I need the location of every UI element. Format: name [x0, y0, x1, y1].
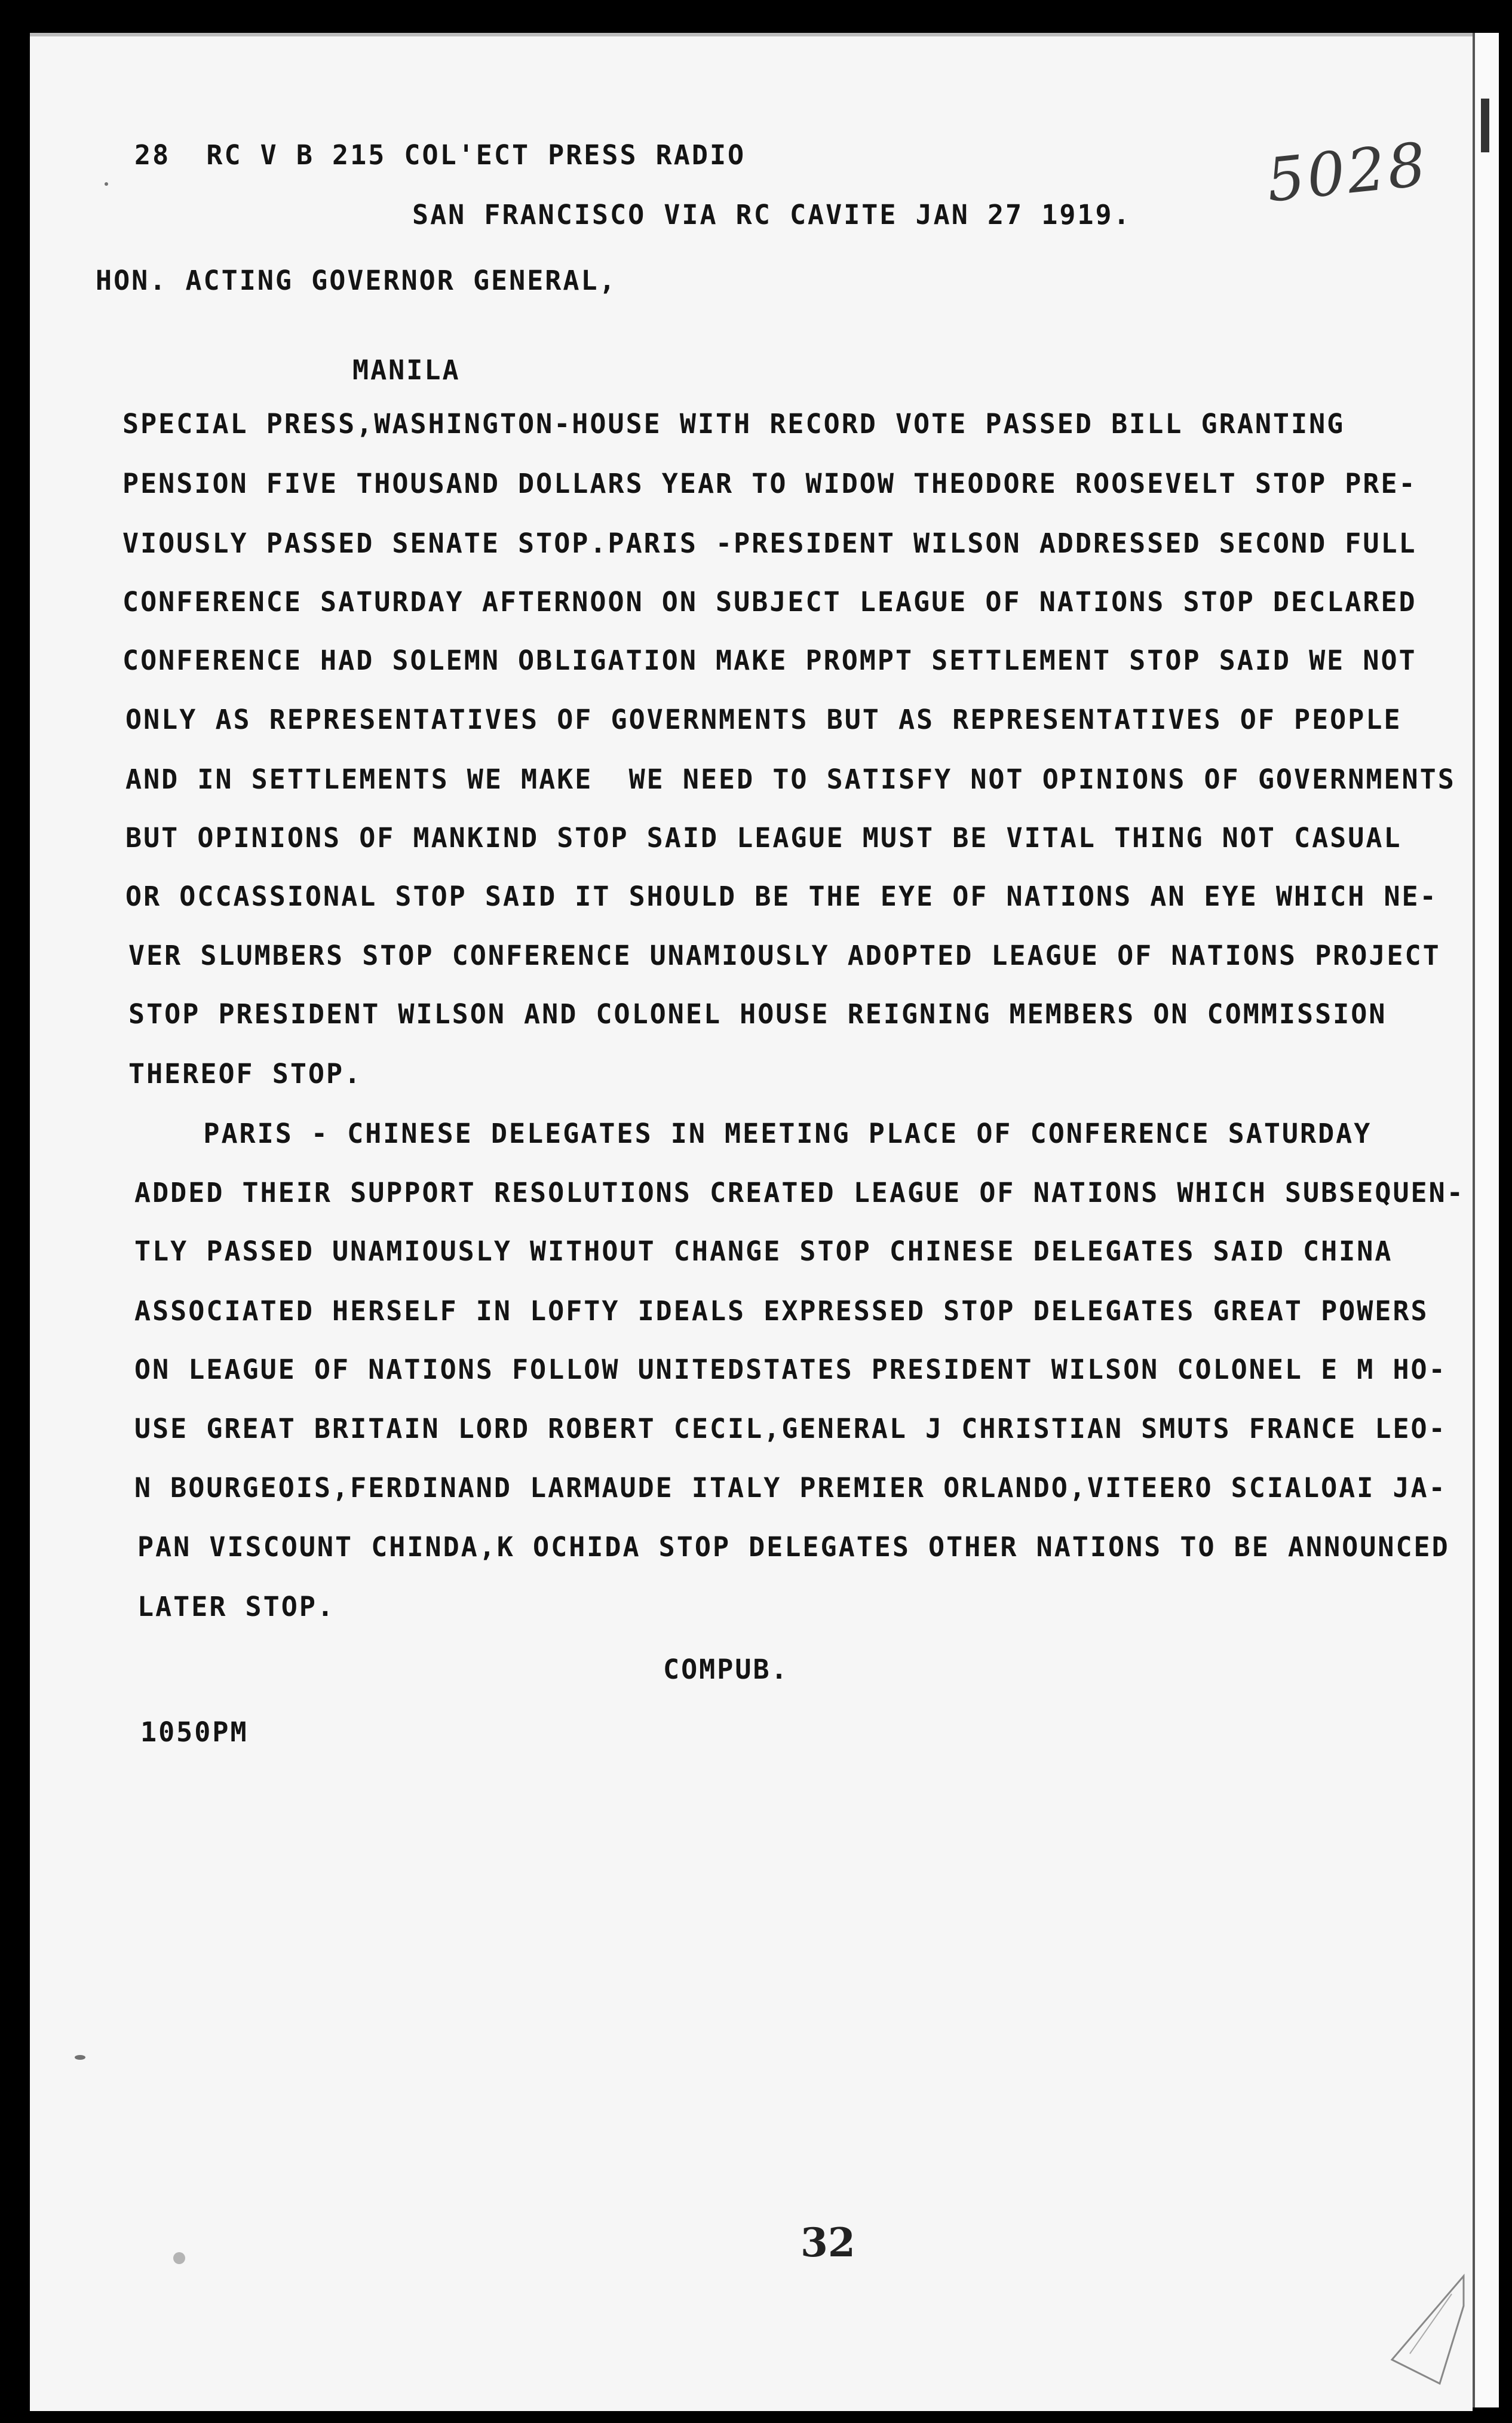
body-line: BUT OPINIONS OF MANKIND STOP SAID LEAGUE MUST BE VITAL THING NOT CASUAL	[125, 822, 1402, 854]
scan-mark	[173, 2252, 185, 2264]
handwritten-file-number: 5028	[1263, 129, 1431, 216]
body-line: CONFERENCE HAD SOLEMN OBLIGATION MAKE PROMPT SETTLEMENT STOP SAID WE NOT	[122, 645, 1417, 676]
page-corner-fold	[1374, 2270, 1470, 2390]
body-line: THEREOF STOP.	[128, 1058, 363, 1090]
body-line: PAN VISCOUNT CHINDA,K OCHIDA STOP DELEGATES OTHER NATIONS TO BE ANNOUNCED	[137, 1531, 1450, 1563]
scan-mark	[75, 2055, 85, 2060]
body-line: VIOUSLY PASSED SENATE STOP.PARIS -PRESIDENT WILSON ADDRESSED SECOND FULL	[122, 527, 1417, 559]
body-line: SPECIAL PRESS,WASHINGTON-HOUSE WITH RECORD VOTE PASSED BILL GRANTING	[122, 408, 1345, 440]
addressee: HON. ACTING GOVERNOR GENERAL,	[96, 265, 617, 296]
scan-mark	[105, 182, 108, 186]
body-line: LATER STOP.	[137, 1591, 336, 1623]
body-line: VER SLUMBERS STOP CONFERENCE UNAMIOUSLY ADOPTED LEAGUE OF NATIONS PROJECT	[128, 940, 1441, 971]
body-line: PENSION FIVE THOUSAND DOLLARS YEAR TO WIDOW THEODORE ROOSEVELT STOP PRE-	[122, 468, 1417, 499]
body-line: AND IN SETTLEMENTS WE MAKE WE NEED TO SATISFY NOT OPINIONS OF GOVERNMENTS	[125, 763, 1456, 795]
body-line: ASSOCIATED HERSELF IN LOFTY IDEALS EXPRESSED STOP DELEGATES GREAT POWERS	[134, 1295, 1429, 1327]
page-edge-strip	[1473, 33, 1499, 2407]
signature: COMPUB.	[663, 1654, 789, 1685]
body-line: ONLY AS REPRESENTATIVES OF GOVERNMENTS BUT AS REPRESENTATIVES OF PEOPLE	[125, 704, 1402, 735]
body-line: CONFERENCE SATURDAY AFTERNOON ON SUBJECT LEAGUE OF NATIONS STOP DECLARED	[122, 586, 1417, 618]
body-line: OR OCCASSIONAL STOP SAID IT SHOULD BE THE EYE OF NATIONS AN EYE WHICH NE-	[125, 881, 1438, 912]
body-line: PARIS - CHINESE DELEGATES IN MEETING PLACE OF CONFERENCE SATURDAY	[131, 1118, 1372, 1149]
city: MANILA	[352, 354, 461, 386]
edge-mark	[1481, 99, 1489, 152]
time-stamp: 1050PM	[140, 1716, 249, 1748]
body-line: ADDED THEIR SUPPORT RESOLUTIONS CREATED LEAGUE OF NATIONS WHICH SUBSEQUEN-	[134, 1177, 1465, 1209]
page-number: 32	[801, 2219, 855, 2266]
body-line: ON LEAGUE OF NATIONS FOLLOW UNITEDSTATES PRESIDENT WILSON COLONEL E M HO-	[134, 1354, 1447, 1385]
body-line: STOP PRESIDENT WILSON AND COLONEL HOUSE REIGNING MEMBERS ON COMMISSION	[128, 998, 1387, 1030]
header-line-2: SAN FRANCISCO VIA RC CAVITE JAN 27 1919.	[412, 199, 1131, 231]
body-line: N BOURGEOIS,FERDINAND LARMAUDE ITALY PREMIER ORLANDO,VITEERO SCIALOAI JA-	[134, 1472, 1447, 1504]
telegram-page	[30, 33, 1473, 2411]
body-line: TLY PASSED UNAMIOUSLY WITHOUT CHANGE STOP CHINESE DELEGATES SAID CHINA	[134, 1235, 1393, 1267]
header-line-1: 28 RC V B 215 COL'ECT PRESS RADIO	[134, 139, 746, 171]
body-line: USE GREAT BRITAIN LORD ROBERT CECIL,GENERAL J CHRISTIAN SMUTS FRANCE LEO-	[134, 1413, 1447, 1444]
